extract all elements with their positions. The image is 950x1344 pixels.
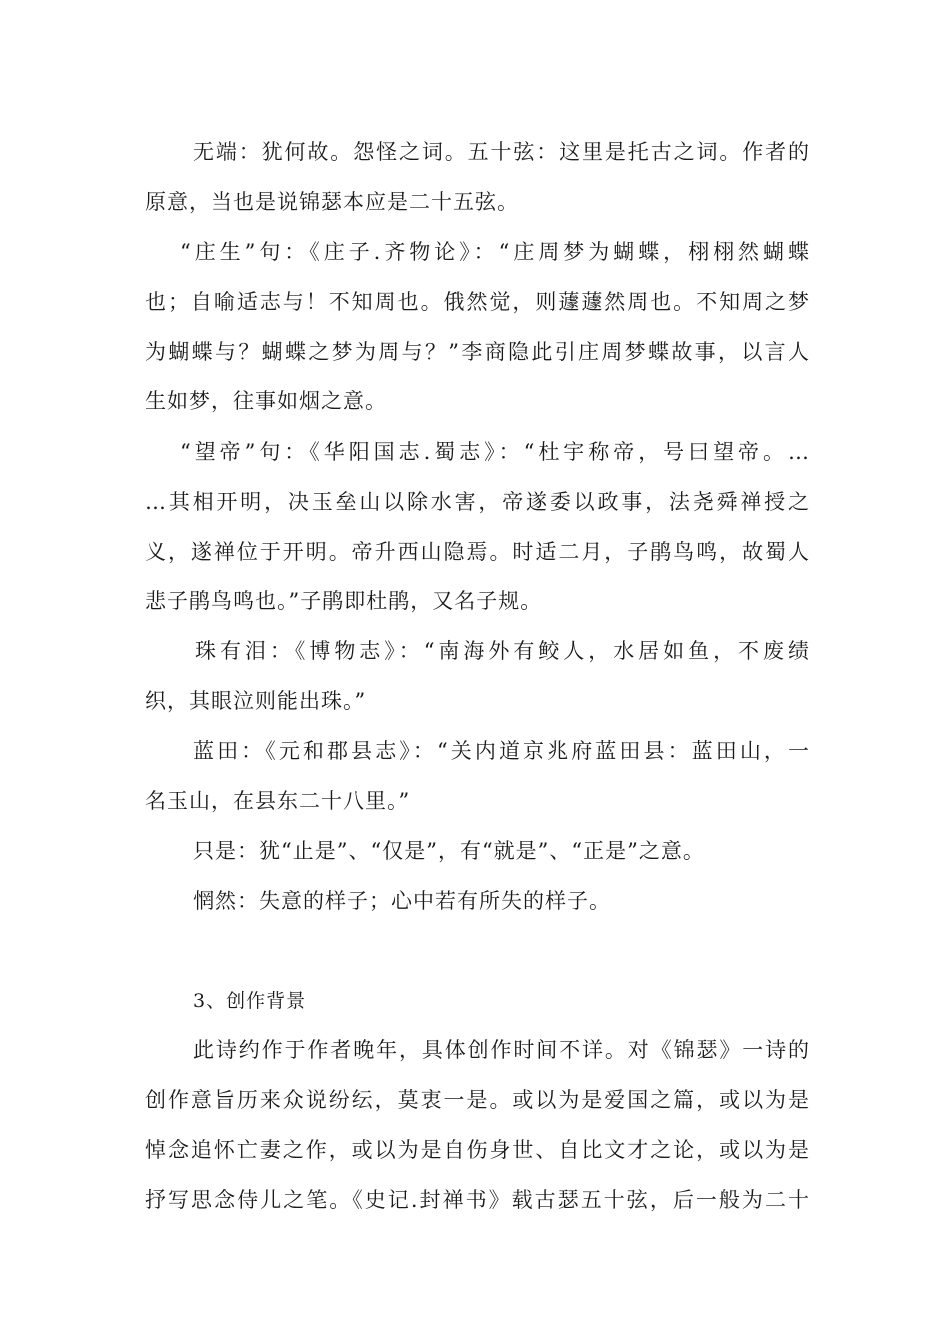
wangdi-line-1: “望帝”句：《华阳国志.蜀志》：“杜宇称帝，号曰望帝。… (180, 440, 810, 464)
background-line-1: 此诗约作于作者晚年，具体创作时间不详。对《锦瑟》一诗的 (193, 1038, 810, 1062)
zhuangsheng-line-4: 生如梦，往事如烟之意。 (145, 389, 387, 413)
lantian-line-1: 蓝田：《元和郡县志》：“关内道京兆府蓝田县：蓝田山，一 (193, 739, 810, 763)
wangdi-line-2: …其相开明，决玉垒山以除水害，帝遂委以政事，法尧舜禅授之 (145, 490, 810, 514)
wuduan-line-2: 原意，当也是说锦瑟本应是二十五弦。 (145, 190, 519, 214)
wangran-line-1: 惘然：失意的样子；心中若有所失的样子。 (193, 889, 611, 913)
zhishi-line-1: 只是：犹“止是”、“仅是”，有“就是”、“正是”之意。 (193, 839, 705, 863)
section-3-heading: 3、创作背景 (193, 990, 307, 1012)
wangdi-line-3: 义，遂禅位于开明。帝升西山隐焉。时适二月，子鹃鸟鸣，故蜀人 (145, 540, 810, 564)
zhuyoulei-line-2: 织，其眼泣则能出珠。” (145, 689, 367, 713)
zhuangsheng-line-1: “庄生”句：《庄子.齐物论》：“庄周梦为蝴蝶，栩栩然蝴蝶 (180, 240, 810, 264)
wuduan-line-1: 无端：犹何故。怨怪之词。五十弦：这里是托古之词。作者的 (193, 140, 810, 164)
zhuangsheng-line-3: 为蝴蝶与？蝴蝶之梦为周与？”李商隐此引庄周梦蝶故事，以言人 (145, 340, 810, 364)
background-line-3: 悼念追怀亡妻之作，或以为是自伤身世、自比文才之论，或以为是 (145, 1138, 810, 1162)
wangdi-line-4: 悲子鹃鸟鸣也。”子鹃即杜鹃，又名子规。 (145, 589, 543, 613)
background-line-2: 创作意旨历来众说纷纭，莫衷一是。或以为是爱国之篇，或以为是 (145, 1088, 810, 1112)
background-line-4: 抒写思念侍儿之笔。《史记.封禅书》载古瑟五十弦，后一般为二十 (145, 1188, 810, 1212)
lantian-line-2: 名玉山，在县东二十八里。” (145, 789, 411, 813)
zhuangsheng-line-2: 也；自喻适志与！不知周也。俄然觉，则蘧蘧然周也。不知周之梦 (145, 290, 810, 314)
zhuyoulei-line-1: 珠有泪：《博物志》：“南海外有鲛人，水居如鱼，不废绩 (195, 639, 810, 663)
